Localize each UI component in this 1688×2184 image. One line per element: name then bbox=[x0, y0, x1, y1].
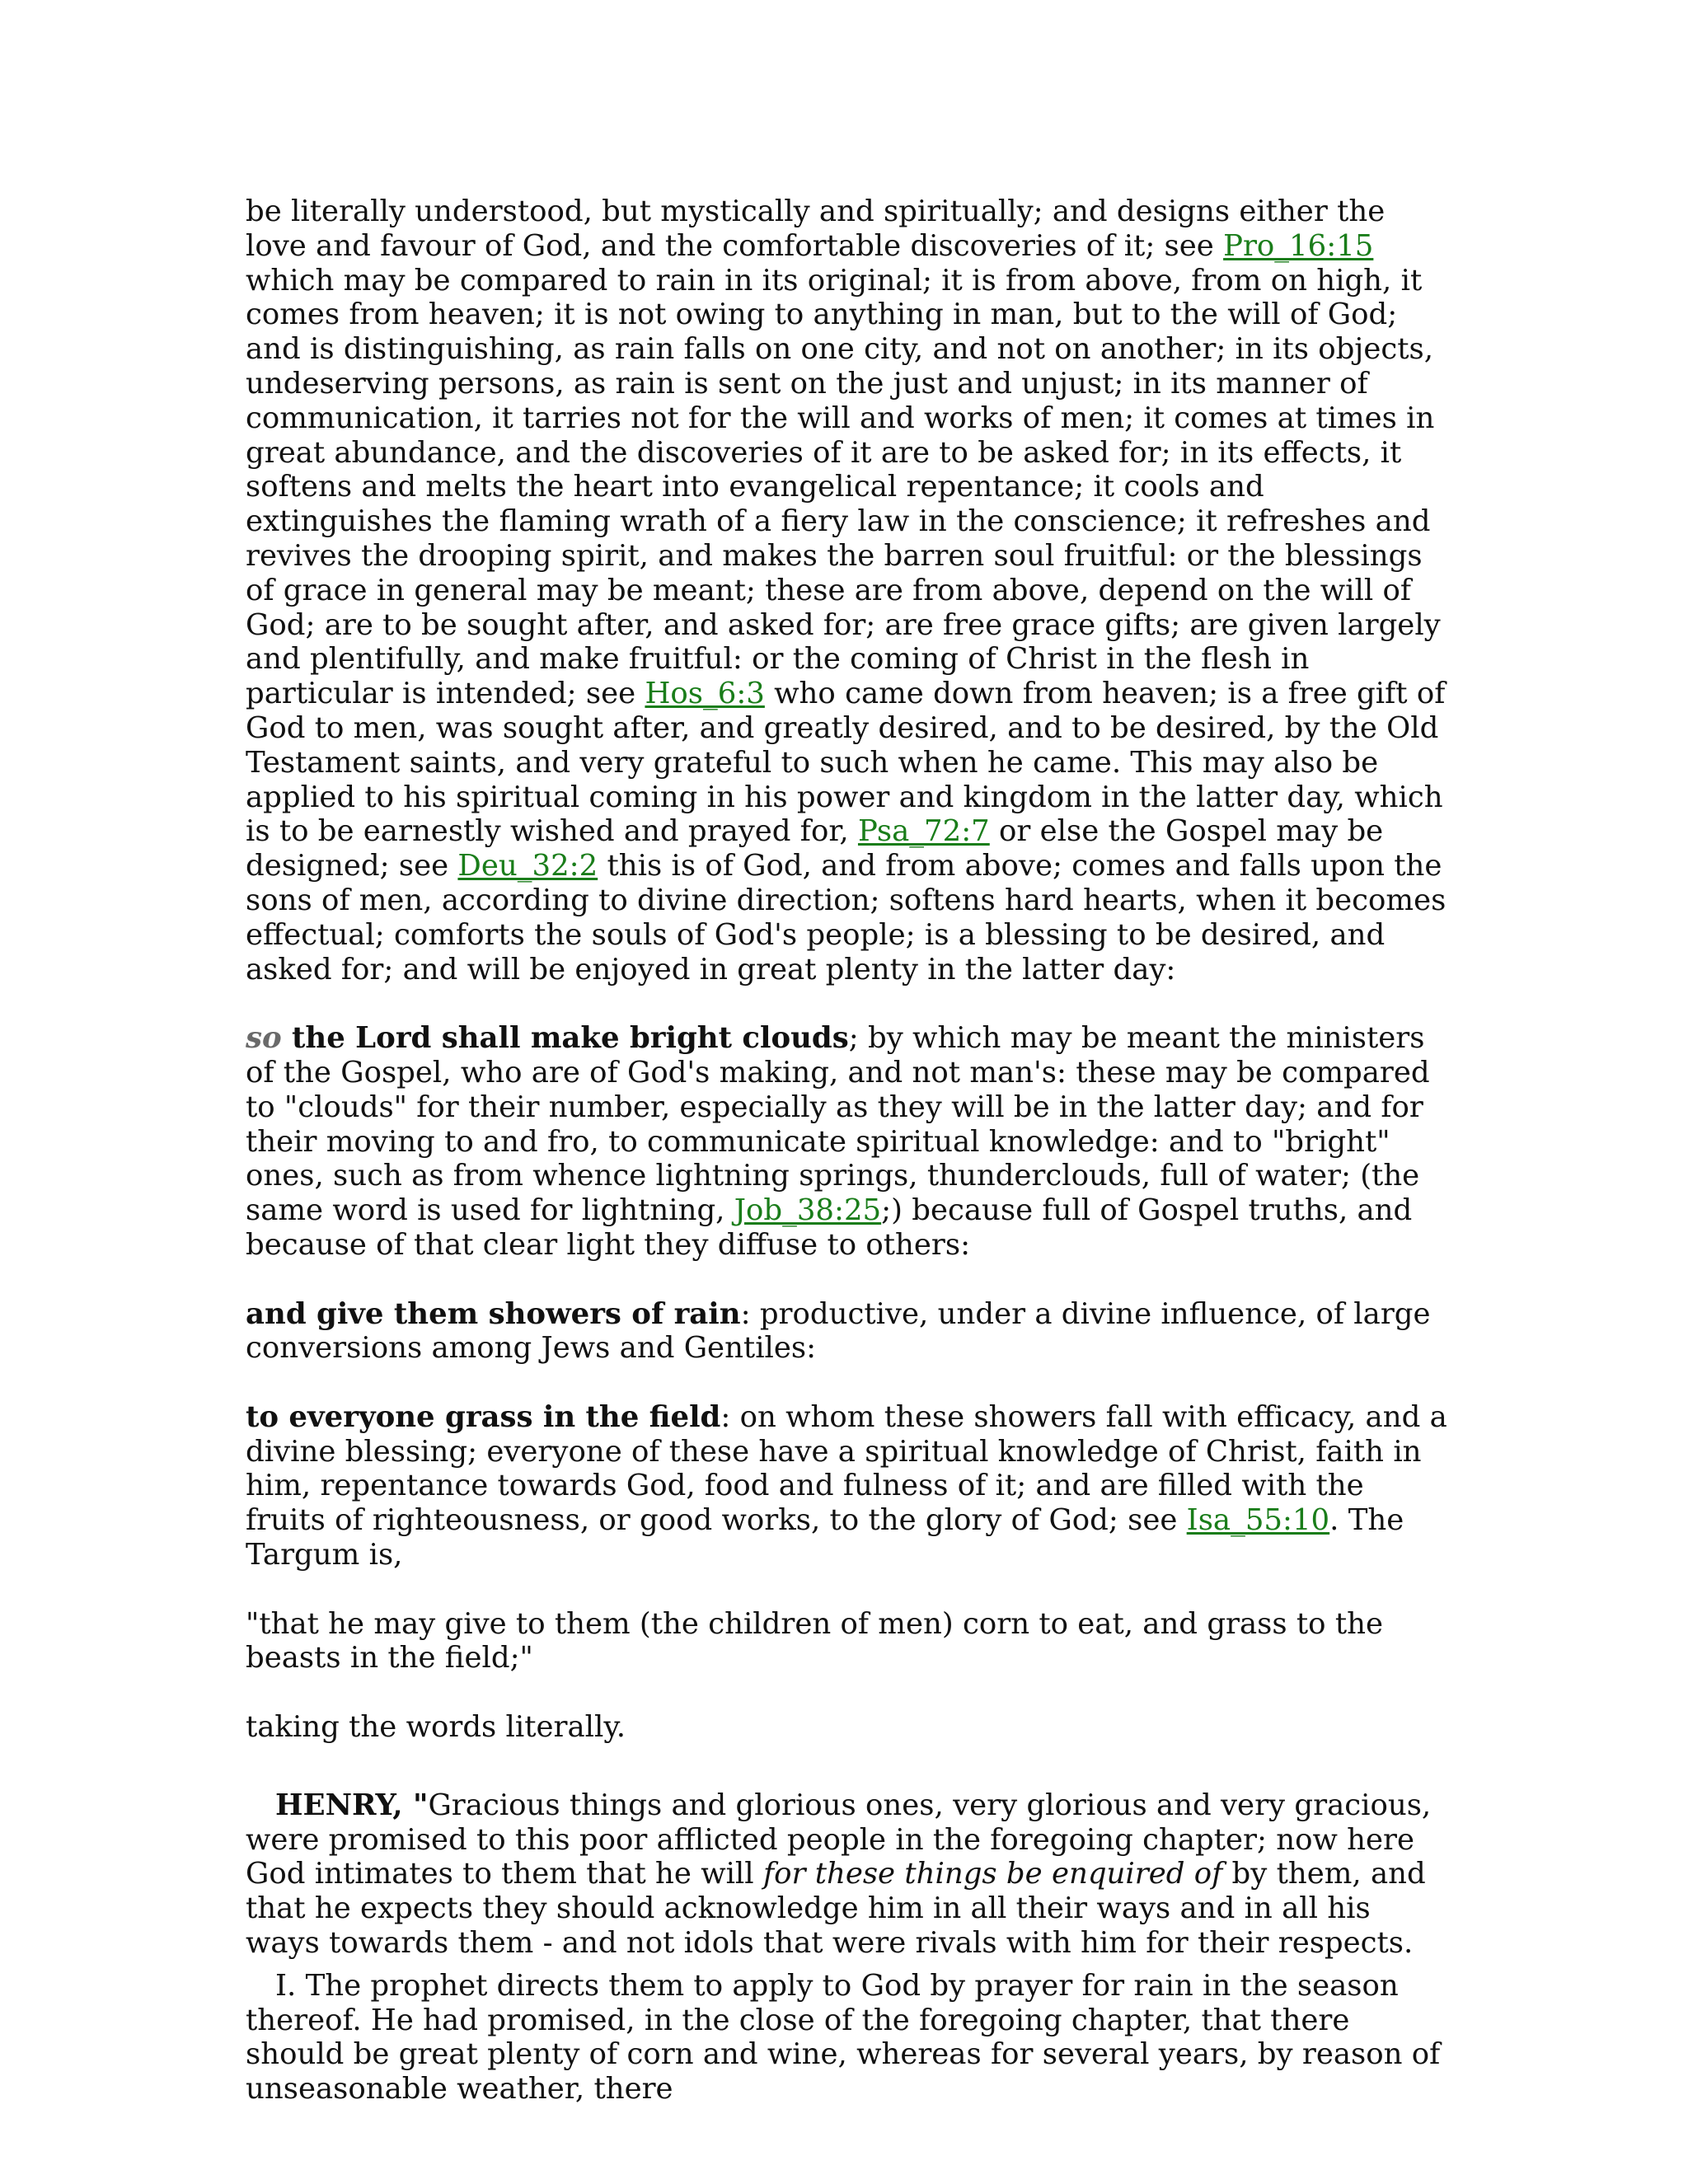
paragraph-literal: taking the words literally. bbox=[246, 1710, 626, 1745]
verse-phrase-grass-in-field: to everyone grass in the field bbox=[246, 1399, 721, 1434]
reference-link-pro-16-15[interactable]: Pro_16:15 bbox=[1223, 228, 1374, 263]
paragraph-grass-in-field: to everyone grass in the field: on whom these showers fall with efficacy, and a divine blessing; everyone of these have a spiritual knowledge of Christ, faith in him, repentance towards God, food and fulness of it; and are filled with the fruits of righteousness, or good works, to the glory of God; see Isa_55:10. The Targum is, bbox=[246, 1399, 1447, 1572]
reference-link-job-38-25[interactable]: Job_38:25 bbox=[734, 1193, 882, 1228]
reference-link-isa-55-10[interactable]: Isa_55:10 bbox=[1186, 1503, 1330, 1538]
so-word: so bbox=[246, 1021, 282, 1056]
commentary-page bbox=[246, 194, 1449, 2107]
paragraph-prayer-for-rain: I. The prophet directs them to apply to God by prayer for rain in the season thereof. He had promised, in the close of the foregoing chapter, that there should be great plenty of corn and wine, whereas for several years, by reason of unseasonable weather, there bbox=[246, 1968, 1441, 2107]
paragraph-targum-quote: "that he may give to them (the children of men) corn to eat, and grass to the beasts in the field;" bbox=[246, 1606, 1383, 1675]
emphasis-enquired-of: for these things be enquired of bbox=[762, 1857, 1223, 1891]
reference-link-hos-6-3[interactable]: Hos_6:3 bbox=[645, 677, 765, 711]
reference-link-psa-72-7[interactable]: Psa_72:7 bbox=[857, 814, 990, 849]
paragraph-showers-of-rain: and give them showers of rain: productive, under a divine influence, of large conversions among Jews and Gentiles: bbox=[246, 1296, 1431, 1366]
verse-phrase-bright-clouds: the Lord shall make bright clouds bbox=[281, 1021, 849, 1056]
paragraph-rain-meaning: be literally understood, but mystically and spiritually; and designs either the love and favour of God, and the comfortable discoveries of it; see Pro_16:15 which may be compared to rain in its original; it is from above, from on high, it comes from heaven; it is not owing to anything in man, but to the will of God; and is distinguishing, as rain falls on one city, and not on another; in its objects, undeserving persons, as rain is sent on the just and unjust; in its manner of communication, it tarries not for the will and works of men; it comes at times in great abundance, and the discoveries of it are to be asked for; in its effects, it softens and melts the heart into evangelical repentance; it cools and extinguishes the flaming wrath of a fiery law in the conscience; it refreshes and revives the drooping spirit, and makes the barren soul fruitful: or the blessings of grace in general may be meant; these are from above, depend on the will of God; are to be sought after, and asked for; are free grace gifts; are given largely and plentifully, and make fruitful: or the coming of Christ in the flesh in particular is intended; see Hos_6:3 who came down from heaven; is a free gift of God to men, was sought after, and greatly desired, and to be desired, by the Old Testament saints, and very grateful to such when he came. This may also be applied to his spiritual coming in his power and kingdom in the latter day, which is to be earnestly wished and prayed for, Psa_72:7 or else the Gospel may be designed; see Deu_32:2 this is of God, and from above; comes and falls upon the sons of men, according to divine direction; softens hard hearts, when it becomes effectual; comforts the souls of God's people; is a blessing to be desired, and asked for; and will be enjoyed in great plenty in the latter day: bbox=[246, 194, 1447, 987]
verse-phrase-showers-of-rain: and give them showers of rain bbox=[246, 1296, 741, 1331]
paragraph-henry-intro: HENRY, "Gracious things and glorious ones, very glorious and very gracious, were promised to this poor afflicted people in the foregoing chapter; now here God intimates to them that he will for these things be enquired of by them, and that he expects they should acknowledge him in all their ways and in all his ways towards them - and not idols that were rivals with him for their respects. bbox=[246, 1788, 1432, 1961]
henry-heading: HENRY, " bbox=[275, 1788, 429, 1822]
paragraph-bright-clouds: so the Lord shall make bright clouds; by which may be meant the ministers of the Gospel, who are of God's making, and not man's: these may be compared to "clouds" for their number, especially as they will be in the latter day; and for their moving to and fro, to communicate spiritual knowledge: and to "bright" ones, such as from whence lightning springs, thunderclouds, full of water; (the same word is used for lightning, Job_38:25;) because full of Gospel truths, and because of that clear light they diffuse to others: bbox=[246, 1021, 1430, 1262]
reference-link-deu-32-2[interactable]: Deu_32:2 bbox=[457, 849, 598, 883]
